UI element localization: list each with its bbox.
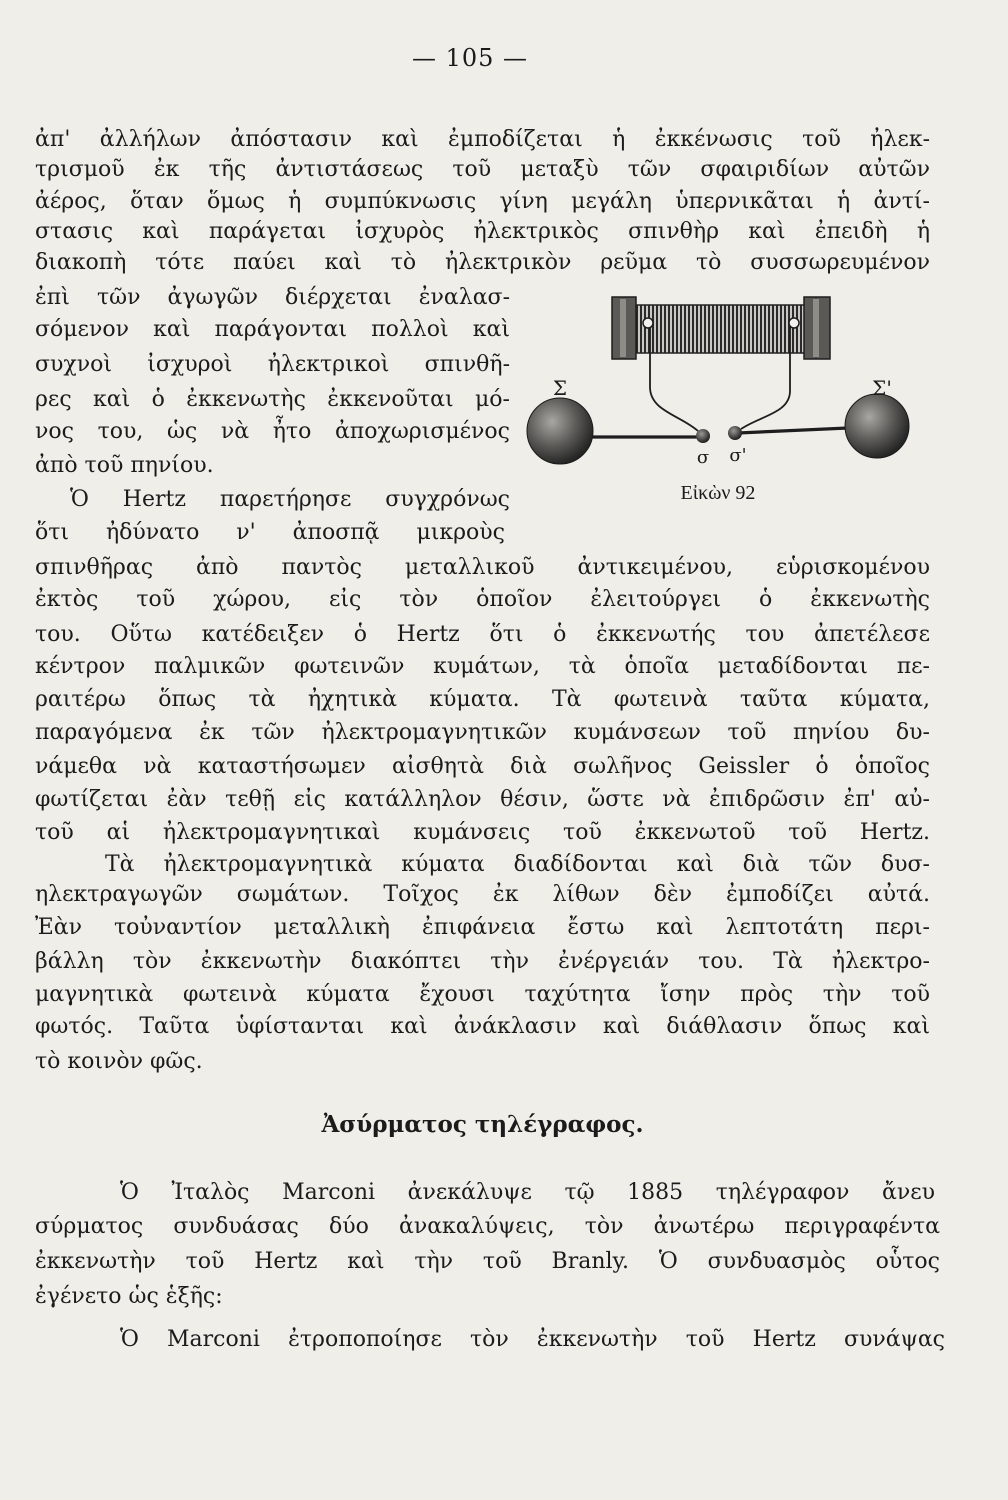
text-line: νος του, ὡς νὰ ἦτο ἀποχωρισμένος — [35, 419, 510, 444]
text-line: μαγνητικὰ φωτεινὰ κύματα ἔχουσι ταχύτητα ἴσην πρὸς τὴν τοῦ — [35, 982, 930, 1007]
figure-caption: Εἰκὼν 92 — [680, 482, 756, 504]
coil-terminal-left — [643, 318, 653, 328]
text-line: βάλλη τὸν ἐκκενωτὴν διακόπτει τὴν ἐνέργειάν του. Τὰ ἠλεκτρο- — [35, 949, 930, 974]
label-small-right: σ' — [729, 445, 747, 466]
label-sphere-left: Σ — [552, 376, 568, 400]
text-line: σόμενον καὶ παράγονται πολλοὶ καὶ — [35, 317, 510, 342]
text-line: τοῦ αἱ ἠλεκτρομαγνητικαὶ κυμάνσεις τοῦ ἐκκενωτοῦ τοῦ Hertz. — [35, 820, 930, 845]
small-sphere-right — [728, 426, 742, 440]
small-sphere-left — [696, 429, 710, 443]
text-line: ἀπὸ τοῦ πηνίου. — [35, 453, 214, 478]
text-line: Ὁ Marconi ἐτροποποίησε τὸν ἐκκενωτὴν τοῦ Hertz συνάψας — [120, 1327, 945, 1352]
text-line: ἐπὶ τῶν ἀγωγῶν διέρχεται ἐναλασ- — [35, 285, 510, 310]
page-number: — 105 — — [411, 44, 529, 72]
text-line: στασις καὶ παράγεται ἰσχυρὸς ἠλεκτρικὸς σπινθὴρ καὶ ἐπειδὴ ἡ — [35, 219, 930, 244]
text-line: Ἐὰν τοὐναντίον μεταλλικὴ ἐπιφάνεια ἔστω καὶ λεπτοτάτη περι- — [35, 915, 930, 940]
text-line: νάμεθα νὰ καταστήσωμεν αἰσθητὰ διὰ σωλῆνος Geissler ὁ ὁποῖος — [35, 754, 930, 779]
text-line: του. Οὕτω κατέδειξεν ὁ Hertz ὅτι ὁ ἐκκενωτής του ἀπετέλεσε — [35, 622, 930, 647]
text-line: ὅτι ἠδύνατο ν' ἀποσπᾷ μικροὺς — [35, 520, 505, 545]
text-line: Ὁ Ἰταλὸς Marconi ἀνεκάλυψε τῷ 1885 τηλέγραφον ἄνευ — [120, 1180, 935, 1205]
text-line: ραιτέρω ὅπως τὰ ἠχητικὰ κύματα. Τὰ φωτεινὰ ταῦτα κύματα, — [35, 687, 930, 712]
text-line: ἀπ' ἀλλήλων ἀπόστασιν καὶ ἐμποδίζεται ἡ ἐκκένωσις τοῦ ἠλεκ- — [35, 127, 930, 152]
text-line: τρισμοῦ ἐκ τῆς ἀντιστάσεως τοῦ μεταξὺ τῶν σφαιριδίων αὐτῶν — [35, 157, 930, 182]
text-line: Ὁ Hertz παρετήρησε συγχρόνως — [70, 487, 510, 512]
text-line: φωτίζεται ἐὰν τεθῇ εἰς κατάλληλον θέσιν, ὥστε νὰ ἐπιδρῶσιν ἐπ' αὐ- — [35, 787, 930, 812]
sphere-right — [845, 394, 909, 458]
rod-right — [738, 428, 848, 433]
text-line: συχνοὶ ἰσχυροὶ ἠλεκτρικοὶ σπινθῆ- — [35, 352, 510, 377]
induction-coil — [612, 297, 830, 359]
text-line: τὸ κοινὸν φῶς. — [35, 1049, 203, 1074]
text-line: ρες καὶ ὁ ἐκκενωτὴς ἐκκενοῦται μό- — [35, 387, 510, 412]
text-line: φωτός. Ταῦτα ὑφίστανται καὶ ἀνάκλασιν καὶ διάθλασιν ὅπως καὶ — [35, 1014, 930, 1039]
text-line: ἐκκενωτὴν τοῦ Hertz καὶ τὴν τοῦ Branly. Ὁ συνδυασμὸς οὗτος — [35, 1249, 940, 1274]
text-line: Τὰ ἠλεκτρομαγνητικὰ κύματα διαδίδονται καὶ διὰ τῶν δυσ- — [105, 852, 930, 877]
label-small-left: σ — [696, 447, 710, 468]
text-line: κέντρον παλμικῶν φωτεινῶν κυμάτων, τὰ ὁποῖα μεταδίδονται πε- — [35, 654, 930, 679]
sphere-left — [527, 398, 593, 464]
label-sphere-right: Σ' — [872, 376, 892, 400]
text-line: ἀέρος, ὅταν ὅμως ἡ συμπύκνωσις γίνη μεγάλη ὑπερνικᾶται ἡ ἀντί- — [35, 189, 930, 214]
text-line: σπινθῆρας ἀπὸ παντὸς μεταλλικοῦ ἀντικειμένου, εὑρισκομένου — [35, 555, 930, 580]
figure-exciter — [520, 285, 920, 475]
text-line: ἐγένετο ὡς ἑξῆς: — [35, 1284, 223, 1309]
text-line: παραγόμενα ἐκ τῶν ἠλεκτρομαγνητικῶν κυμάνσεων τοῦ πηνίου δυ- — [35, 720, 930, 745]
text-line: ἐκτὸς τοῦ χώρου, εἰς τὸν ὁποῖον ἐλειτούργει ὁ ἐκκενωτὴς — [35, 587, 930, 612]
coil-terminal-right — [789, 318, 799, 328]
text-line: διακοπὴ τότε παύει καὶ τὸ ἠλεκτρικὸν ρεῦμα τὸ συσσωρευμένον — [35, 250, 930, 275]
section-heading: Ἀσύρματος τηλέγραφος. — [321, 1111, 644, 1138]
text-line: ηλεκτραγωγῶν σωμάτων. Τοῖχος ἐκ λίθων δὲν ἐμποδίζει αὐτά. — [35, 882, 930, 907]
text-line: σύρματος συνδυάσας δύο ἀνακαλύψεις, τὸν ἀνωτέρω περιγραφέντα — [35, 1214, 940, 1239]
